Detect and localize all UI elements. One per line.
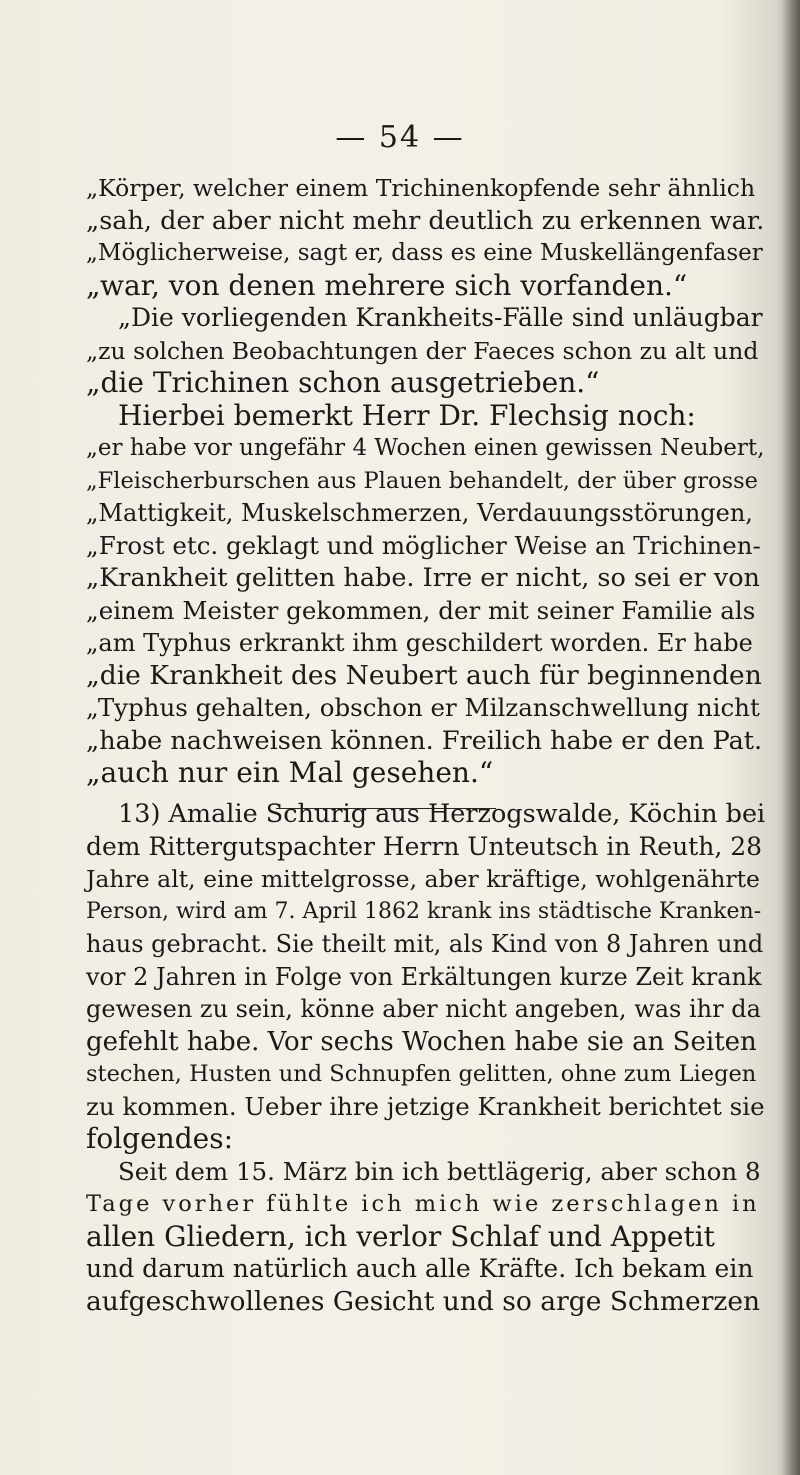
text-line: „Frost etc. geklagt und möglicher Weise an Trichinen- [86,530,761,560]
text-line: „Fleischerburschen aus Plauen behandelt, der über grosse [86,467,758,494]
text-line: Person, wird am 7. April 1862 krank ins städtische Kranken- [86,898,762,924]
text-line: dem Rittergutspachter Herrn Unteutsch in Reuth, 28 [86,831,763,861]
text-line: „die Trichinen schon ausgetrieben.“ [86,366,600,399]
text-line: zu kommen. Ueber ihre jetzige Krankheit berichtet sie [86,1091,765,1121]
text-line: 13) Amalie Schurig aus Herzogswalde, Köchin bei [118,799,766,829]
text-line: „am Typhus erkrankt ihm geschildert worden. Er habe [86,629,753,657]
text-line: allen Gliedern, ich verlor Schlaf und Appetit [86,1219,715,1253]
text-line: gefehlt habe. Vor sechs Wochen habe sie an Seiten [86,1026,757,1057]
text-line: gewesen zu sein, könne aber nicht angeben, was ihr da [86,995,761,1023]
text-line: „Mattigkeit, Muskelschmerzen, Verdauungsstörungen, [86,499,753,527]
text-line: „auch nur ein Mal gesehen.“ [86,756,494,789]
text-line: „die Krankheit des Neubert auch für beginnenden [86,659,762,691]
text-line: „zu solchen Beobachtungen der Faeces schon zu alt und [86,336,759,365]
text-line: aufgeschwollenes Gesicht und so arge Schmerzen [86,1285,761,1317]
page-number: — 54 — [335,120,465,155]
text-line: und darum natürlich auch alle Kräfte. Ich bekam ein [86,1254,754,1283]
text-line: „Die vorliegenden Krankheits-Fälle sind unläugbar [118,303,763,332]
text-line: „Krankheit gelitten habe. Irre er nicht, so sei er von [86,563,760,593]
case-report-13 [86,798,766,1318]
page-edge-shadow [782,0,800,1475]
text-line: „einem Meister gekommen, der mit seiner Familie als [86,595,756,625]
text-line: folgendes: [86,1122,233,1155]
text-line: Hierbei bemerkt Herr Dr. Flechsig noch: [118,398,696,432]
text-line: „er habe vor ungefähr 4 Wochen einen gewissen Neubert, [86,435,765,461]
text-line: „Körper, welcher einem Trichinenkopfende sehr ähnlich [86,174,756,202]
text-line: vor 2 Jahren in Folge von Erkältungen kurze Zeit krank [86,962,762,991]
text-line: haus gebracht. Sie theilt mit, als Kind von 8 Jahren und [86,930,764,958]
text-line: „sah, der aber nicht mehr deutlich zu erkennen war. [86,205,765,236]
text-line: „Typhus gehalten, obschon er Milzanschwellung nicht [86,693,760,722]
text-line: Tage vorher fühlte ich mich wie zerschlagen in [86,1191,760,1217]
text-line: Seit dem 15. März bin ich bettlägerig, aber schon 8 [118,1156,761,1186]
text-line: „war, von denen mehrere sich vorfanden.“ [86,268,688,302]
quoted-report [86,172,766,829]
text-line: stechen, Husten und Schnupfen gelitten, ohne zum Liegen [86,1061,757,1087]
text-line: „habe nachweisen können. Freilich habe er den Pat. [86,725,763,756]
text-line: Jahre alt, eine mittelgrosse, aber kräftige, wohlgenährte [86,865,760,893]
text-line: „Möglicherweise, sagt er, dass es eine Muskellängenfaser [86,240,763,266]
